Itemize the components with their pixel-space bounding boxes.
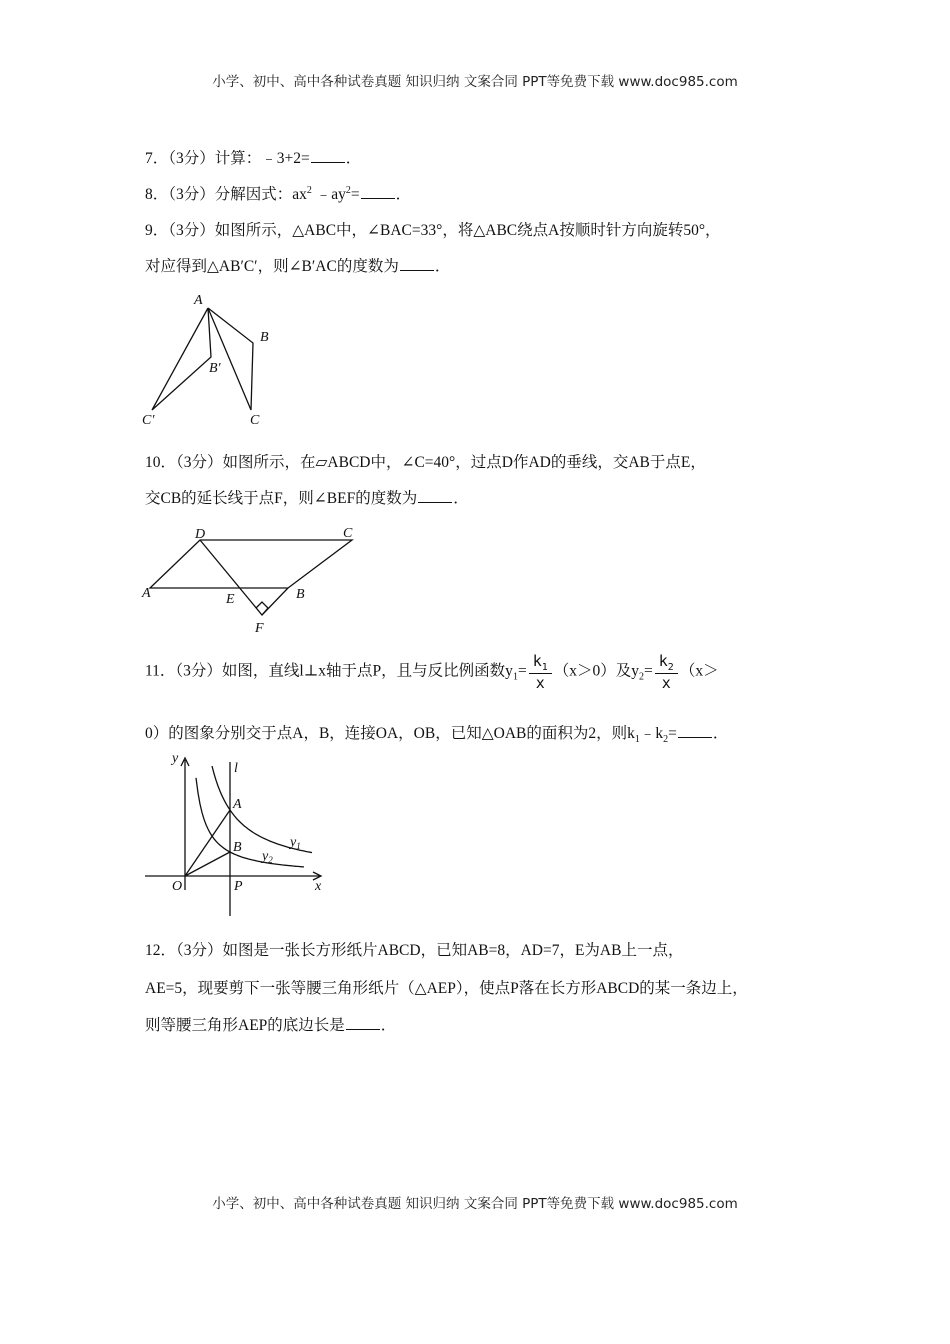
svg-text:C: C (343, 526, 353, 541)
question-7: 7．（3分）计算：﹣3+2= ． (145, 146, 361, 168)
svg-text:C: C (250, 413, 260, 428)
svg-text:B: B (260, 330, 269, 345)
svg-text:y1: $y_1$ (290, 835, 301, 851)
svg-text:A: A (142, 586, 151, 601)
curve-y1 (212, 766, 312, 853)
curve-y2 (196, 778, 304, 867)
svg-text:B: B (296, 587, 305, 602)
svg-text:A: A (194, 293, 203, 308)
answer-blank (418, 487, 452, 504)
svg-text:B′: B′ (209, 361, 221, 376)
question-10-line1: 10．（3分）如图所示，在▱ABCD中，∠C=40°，过点D作AD的垂线，交AB于点E， (145, 454, 706, 471)
question-9-line2: 对应得到△AB′C′，则∠B′AC的度数为 ． (145, 254, 450, 276)
svg-text:l: l (234, 761, 238, 776)
question-12-line2: AE=5，现要剪下一张等腰三角形纸片（△AEP），使点P落在长方形ABCD的某一条边上， (145, 980, 748, 997)
page-footer: 小学、初中、高中各种试卷真题 知识归纳 文案合同 PPT等免费下载 www.doc985.com (212, 1196, 738, 1212)
svg-text:E: E (226, 592, 235, 607)
question-12-line3: 则等腰三角形AEP的底边长是 ． (145, 1013, 396, 1035)
figure-q11 (145, 751, 322, 916)
figure-q10 (141, 526, 353, 636)
figure-q9 (142, 293, 269, 428)
question-12-line1: 12．（3分）如图是一张长方形纸片ABCD，已知AB=8，AD=7，E为AB上一点， (145, 942, 684, 959)
svg-text:D: D (195, 527, 206, 542)
fraction-k1-over-x: $\frac{k_1}{x}$ (529, 652, 552, 692)
question-11-line2: 0）的图象分别交于点A，B，连接OA，OB，已知△OAB的面积为2，则$k_1﹣k_2=$ ． (145, 721, 728, 745)
svg-text:y2: $y_2$ (262, 849, 273, 865)
svg-text:B: B (233, 840, 242, 855)
answer-blank (678, 722, 712, 739)
fraction-k2-over-x: $\frac{k_2}{x}$ (655, 652, 678, 692)
svg-text:y: y (172, 751, 179, 766)
svg-text:C′: C′ (142, 413, 155, 428)
svg-text:x: x (315, 879, 322, 894)
answer-blank (346, 1014, 380, 1031)
page-header: 小学、初中、高中各种试卷真题 知识归纳 文案合同 PPT等免费下载 www.doc985.com (212, 74, 738, 90)
svg-text:P: P (234, 879, 243, 894)
svg-text:F: F (255, 621, 264, 636)
question-10-line2: 交CB的延长线于点F，则∠BEF的度数为 ． (145, 486, 469, 508)
svg-text:A: A (233, 797, 242, 812)
question-8: 8．（3分）分解因式：$ax^2$ $﹣ay^2=$ ． (145, 182, 411, 204)
svg-text:O: O (172, 879, 183, 894)
question-11-line1: 11．（3分）如图，直线l⊥x轴于点P，且与反比例函数$y_1=$ $\frac{k_1}{x}$ （x＞0）及$y_2=$ $\frac{k_2}{x}$ （x＞ (145, 652, 719, 692)
question-9-line1: 9．（3分）如图所示，△ABC中，∠BAC=33°，将△ABC绕点A按顺时针方向旋转50°， (145, 222, 721, 239)
